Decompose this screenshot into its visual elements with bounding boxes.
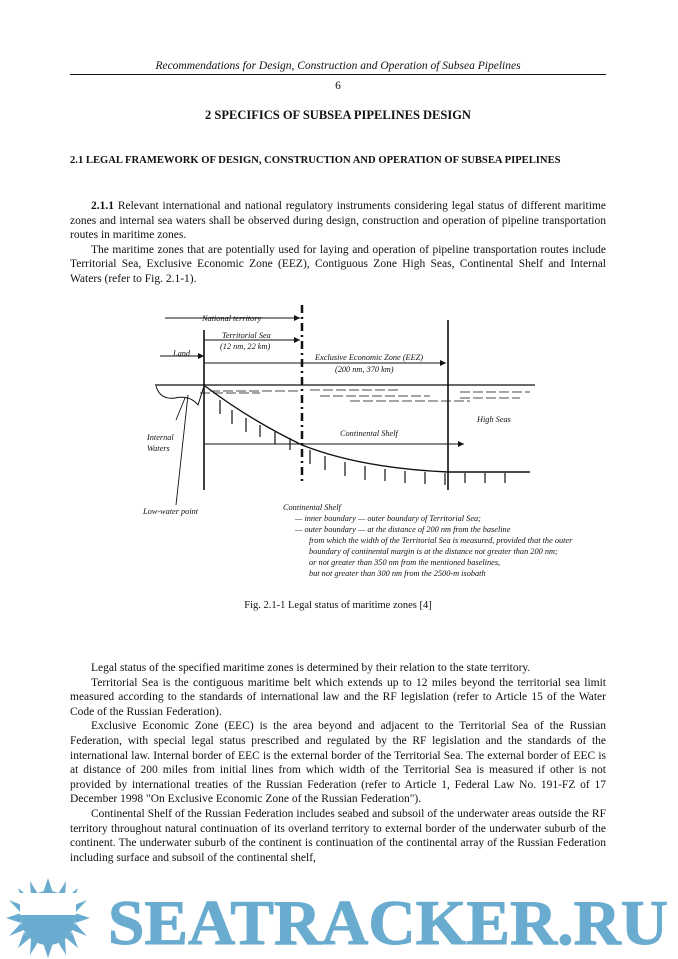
label-eez: Exclusive Economic Zone (EEZ) <box>315 353 424 362</box>
intro-text <box>70 199 606 287</box>
label-territorial-sea-distance: (12 nm, 22 km) <box>220 342 271 351</box>
section-title: 2.1 LEGAL FRAMEWORK OF DESIGN, CONSTRUCTION AND OPERATION OF SUBSEA PIPELINES <box>70 155 561 166</box>
legend-line: or not greater than 350 nm from the mentioned baselines, <box>309 558 501 567</box>
maritime-zones-diagram <box>140 300 573 590</box>
paragraph: Legal status of the specified maritime zones is determined by their relation to the state territory. <box>91 662 531 674</box>
label-land: Land <box>173 349 191 358</box>
page-number: 6 <box>335 80 341 92</box>
legend-line: from which the width of the Territorial Sea is measured, provided that the outer <box>309 536 573 545</box>
seatracker-watermark-logo <box>0 878 678 959</box>
watermark-text: SEATRACKER.RU <box>108 887 668 958</box>
paragraph <box>70 199 606 243</box>
label-low-water-point: Low-water point <box>143 507 199 516</box>
legend-line: — inner boundary — outer boundary of Territorial Sea; <box>295 514 481 523</box>
label-eez-distance: (200 nm, 370 km) <box>335 365 394 374</box>
label-national-territory: National territory <box>202 314 262 323</box>
paragraph: Exclusive Economic Zone (EEC) is the area beyond and adjacent to the Territorial Sea of the Russian Federation, with special legal status prescribed and regulated by the RF legislation and the standards of the international law. Internal border of EEC is the external border of the Territorial Sea. The external border of EEC is at distance of 200 miles from initial lines from which width of the Territorial Sea is measured if other is not provided by international treaties of the Russian Federation (refer to Article 1, Federal Law No. 191-FZ of 17 December 1998 "On Exclusive Economic Zone of the Russian Federation"). <box>70 720 606 806</box>
legend-line: boundary of continental margin is at the distance not greater than 200 nm; <box>309 547 558 556</box>
legend-line: but not greater than 300 nm from the 2500-m isobath <box>309 569 486 578</box>
header-rule <box>70 74 606 75</box>
paragraph: Continental Shelf of the Russian Federation includes seabed and subsoil of the underwater areas outside the RF territory throughout natural continuation of its overland territory to external border of the underwater suburb of the continent. The underwater suburb of the continent is continuation of the continental array of the Russian Federation including surface and subsoil of the continental shelf, <box>70 807 606 864</box>
running-header: Recommendations for Design, Construction and Operation of Subsea Pipelines <box>155 60 521 72</box>
label-internal: Internal <box>147 433 174 442</box>
legend-line: — outer boundary — at the distance of 200 nm from the baseline <box>295 525 511 534</box>
label-waters: Waters <box>147 444 170 453</box>
clause-number: 2.1.1 <box>91 200 114 212</box>
paragraph: The maritime zones that are potentially used for laying and operation of pipeline transportation routes include Territorial Sea, Exclusive Economic Zone (EEZ), Contiguous Zone High Seas, Continental Shelf and Internal Waters (refer to Fig. 2.1-1). <box>70 243 606 285</box>
sun-icon <box>6 878 90 958</box>
figure-caption: Fig. 2.1-1 Legal status of maritime zones [4] <box>244 600 432 611</box>
paragraph: Territorial Sea is the contiguous maritime belt which extends up to 12 miles beyond the territorial sea limit measured according to the standards of international law and the RF legislation (refer to Article 15 of the Water Code of the Russian Federation). <box>70 676 606 718</box>
label-continental-shelf: Continental Shelf <box>340 429 398 438</box>
paragraph-text: Relevant international and national regulatory instruments considering legal status of different maritime zones and internal sea waters shall be observed during design, construction and operation of pipeline transportation routes in maritime zones. <box>70 200 606 242</box>
label-territorial-sea: Territorial Sea <box>222 331 271 340</box>
legend-title: Continental Shelf <box>283 503 341 512</box>
body-text <box>70 661 606 865</box>
label-high-seas: High Seas <box>477 415 511 424</box>
chapter-title: 2 SPECIFICS OF SUBSEA PIPELINES DESIGN <box>205 108 471 122</box>
